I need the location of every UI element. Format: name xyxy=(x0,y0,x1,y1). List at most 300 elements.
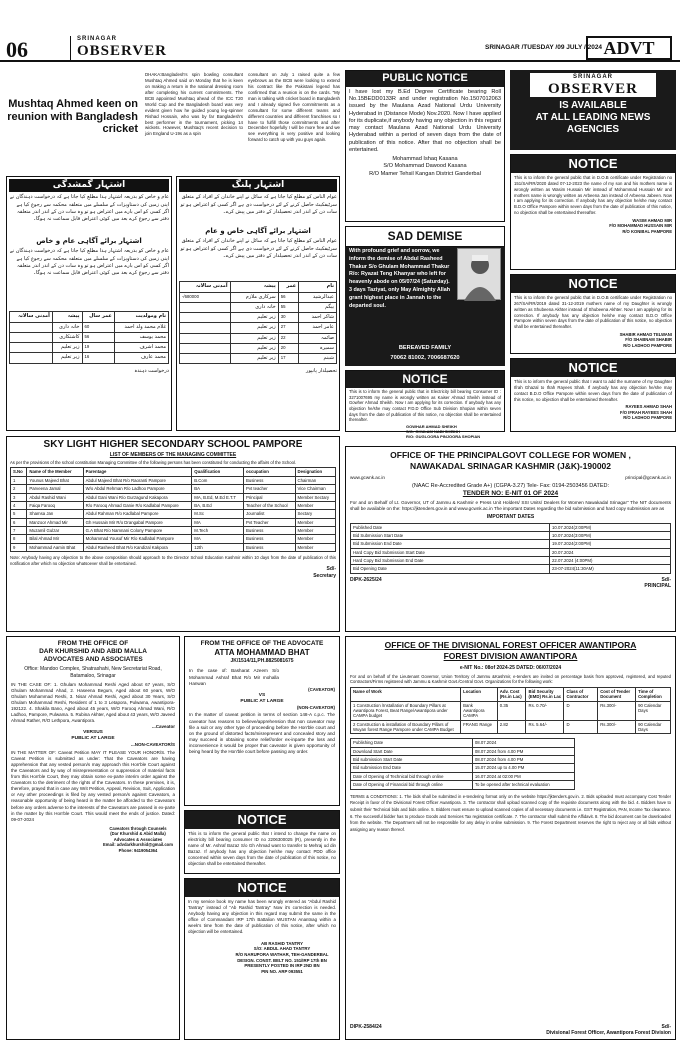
cell: Principal xyxy=(244,493,296,501)
table-row xyxy=(10,343,169,353)
cell: Date of Opening of Technical bid through online xyxy=(351,772,473,780)
section-label: ADVT xyxy=(586,36,672,60)
notice-sig: WASIM AHMAD MIR xyxy=(632,217,672,223)
cell: زیر تعلیم xyxy=(52,343,82,353)
notice-sig: SHABIR AHMAD TELWANI xyxy=(619,332,672,338)
college-sig: PRINCIPAL xyxy=(644,583,671,590)
school-committee xyxy=(6,436,340,632)
cell: Abdul Rashid Wani xyxy=(27,493,83,501)
sad-demise-body: With profound grief and sorrow, we inform the demise of Abdul Rasheed Thakur S/o Ghulam Mohammad Thakur R/o: Ryazat Teng Khanyar who left for heavenly abode on 05/07/24 (Saturday). 3 days Taziyat, only May Almighty Allah grant highest place in Jannah to the departed soul. xyxy=(349,248,451,309)
cell: Rs. 0.70/- xyxy=(526,701,564,720)
table-row xyxy=(11,526,336,534)
urdu-right-footer: تحصیلدار پانپور xyxy=(306,368,337,375)
table-row xyxy=(11,485,336,493)
forest-th: Cost of Tender Document xyxy=(598,687,636,701)
cell: 30 xyxy=(278,313,299,323)
advocate2-non-caveator: (NON-CAVEATOR) xyxy=(296,704,335,710)
table-row xyxy=(11,501,336,509)
masthead xyxy=(70,36,167,60)
cell: Publishing Date xyxy=(351,739,473,747)
notice-title: NOTICE xyxy=(511,155,675,173)
cell: 60 xyxy=(82,322,114,332)
page-header xyxy=(0,0,680,62)
college-sig: Sd/- xyxy=(661,576,671,583)
news-column-1: DHAKA:Bangladesh's spin bowling consultant Mushtaq Ahmed said on Monday that he is keen on making a return in the national dressing room after completing his current commitments. The BCB appointed Mushtaq ahead of the ICC T20 World Cup and the Bangladesh board was very evident given how he guided young leg-spinner Rishad Hossain, who was by far Bangladesh's best performer in the tournament, picking 14 wickets. However, Mushtaq's recent decision to join England U-19s as a spin xyxy=(145,72,243,137)
forest-th: Time of Completion xyxy=(636,687,671,701)
notice-sig: GOWHAR AHMAD SHEIKH xyxy=(406,424,457,430)
public-notice-body: I have lost my B.Ed Degree Certificate bearing Roll No.15BEDD0133R and under registration No.1507012063 issued by the Maulana Azad National Urdu University Hyderabad in (Distance Mode) Nov.2020. Now I have applied for its duplicate,if anybody having any objection in this regard may contact Maulana Azad National Urdu University Hyderabad within a period of seven days from the date of publication of this notice. After that no objection shall be entertained. xyxy=(349,88,501,153)
college-title-2: NAWAKADAL SRINAGAR KASHMIR (J&K)-190002 xyxy=(409,460,612,471)
table-row xyxy=(351,756,575,764)
cell: 1 Construction /Installation of Boundary Pillars at Awantipora Forest, Beat Range/Awantipora under CAMPA budget xyxy=(351,701,461,720)
advocates-public: PUBLIC AT LARGE xyxy=(71,736,115,742)
table-row xyxy=(180,343,337,353)
advocates-sig: Caveators through Counsels xyxy=(109,825,167,831)
notice-sig: PIN NO. ARP 093551 xyxy=(261,968,303,974)
cell: R/o Farooq Ahmad Ganie R/o Kadlabal Pampore xyxy=(83,501,192,509)
advocates-vs: VERSUS xyxy=(83,730,103,736)
observer-promo xyxy=(510,70,676,150)
cell: Manzoor Ahmad Mir xyxy=(27,518,83,526)
promo-line: AGENCIES xyxy=(566,123,620,135)
urdu-right-body-2: عوام الناس کو مطلع کیا جاتا ہے کہ سائل نے اپنے خاندان کے افراد کے متعلق سرٹیفکیٹ حاصل کرنے کے لئے درخواست دی ہے اگر کسی کو اعتراض ہو تو سات دن کے اندر اندر تحصیلدار کے دفتر میں پیش کرے۔ xyxy=(180,238,337,259)
table-row xyxy=(180,354,337,364)
cell: 56 xyxy=(278,292,299,302)
forest-dipk: DIPK-2584/24 xyxy=(350,1023,382,1030)
cell: خانہ داری xyxy=(230,302,278,312)
cell: صائمہ xyxy=(299,333,337,343)
cell: Bank Awantipora CAMPA xyxy=(461,701,498,720)
cell: Rs. 5.64/- xyxy=(526,720,564,734)
forest-title-2: FOREST DIVISION AWANTIPORA xyxy=(443,650,578,661)
cell: Business xyxy=(244,535,296,543)
table-row xyxy=(351,764,575,772)
school-th: Parentage xyxy=(83,468,192,476)
advocates-caveator: ...Caveator xyxy=(151,724,175,730)
cell: Bid submission End Date xyxy=(351,764,473,772)
table-row xyxy=(180,323,337,333)
table-row xyxy=(351,739,575,747)
table-row xyxy=(180,333,337,343)
forest-sig: Sd/- xyxy=(661,1023,671,1030)
cell: Chairman xyxy=(295,476,335,484)
notice-body: This is to inform the general public that in D.O.B certificate under Registration no 267/SA/RR/2019 dated 31-12-2019 mothers name of my Daughter is wrongly written as Shubeena Akhter instead of Shubeena Akhter. Now I am applying for its correction. If anybody has any objection he/she may contact B.D.O Office Pampore within seven days from the date of publication of this notice, no objection shall be entertained thereafter. xyxy=(514,295,672,330)
cell: 12th xyxy=(192,543,244,551)
table-row xyxy=(351,523,671,531)
advocates-sig: (Dar Khurshid & Abid Malla) xyxy=(110,831,166,837)
cell: 680000/- xyxy=(180,292,231,302)
cell: 9 xyxy=(11,543,27,551)
notice-body: This is to inform the general public that I intend to change the name on electricity bill bearing consumer ID no 2206300025 (R), presently in the name of Mr. Ashraf Bazaz S/o Gh Ahmad want to transfer to Mehraj ud din Bazaz. If anybody has any objection he/she may contact PDD office concerned within seven days from the date of publication of this notice, no objection shall be entertained thereafter. xyxy=(188,831,336,866)
bereaved-family: BEREAVED FAMILY xyxy=(398,345,452,352)
forest-th: Adv. Cost (Rs.in Lac) xyxy=(497,687,526,701)
urdu-left-th: پیشہ xyxy=(52,312,82,322)
cell: W/o Abdul Rehman R/o Ladhoo Pampore xyxy=(83,485,192,493)
news-headline: Mushtaq Ahmed keen on reunion with Bangladesh cricket xyxy=(7,98,138,135)
notice-body: This is to inform the general public that in Electricity bill bearing Consumer ID : 3271007695 my name is wrongly written as Kaiser Ahmad Sheikh instead of Gowher Ahmad Sheikh. Now I am applying for its correction. If anybody has any objection he/she may contact P.D.D Office Sub Division Shopian within seven days from the date of publication of this notice, no objection shall be entertained thereafter. xyxy=(349,389,501,423)
urdu-right-title: اشتہار پلنگ xyxy=(179,179,337,192)
cell: 23-07-2024(11:30AM) xyxy=(550,565,671,573)
cell: غلام محمد ولد احمد xyxy=(114,322,168,332)
deceased-photo xyxy=(457,248,501,300)
cell: Mohammad Aamin Bhat xyxy=(27,543,83,551)
cell: شاکر احمد xyxy=(299,313,337,323)
forest-th: Class of Contractor xyxy=(564,687,598,701)
cell: زیر تعلیم xyxy=(52,353,82,363)
cell: Younus Majeed Bhat xyxy=(27,476,83,484)
cell: 16 xyxy=(82,353,114,363)
college-tender xyxy=(345,446,676,632)
cell: To be opened after technical evaluation xyxy=(472,781,574,789)
table-row xyxy=(351,781,575,789)
urdu-left-title: اشتہار گمشدگی xyxy=(9,179,169,192)
promo-line: IS AVAILABLE xyxy=(559,99,627,111)
college-dipk: DIPK-2625/24 xyxy=(350,576,382,583)
forest-title: OFFICE OF THE DIVISIONAL FOREST OFFICER AWANTIPORA xyxy=(384,640,637,650)
cell: Member xyxy=(295,518,335,526)
cell: FRANG Range xyxy=(461,720,498,734)
notice-sig: F/O MOHAMMAD HUSSAIN MIR xyxy=(609,223,672,229)
college-title: OFFICE OF THE PRINCIPALGOVT COLLEGE FOR WOMEN , xyxy=(390,450,631,460)
advocates-address: Office: Mandoo Complex, Shatrashahi, New Secretariat Road, Batamaloo, Srinagar xyxy=(24,666,162,679)
cell: 1 xyxy=(11,476,27,484)
cell xyxy=(180,333,231,343)
cell: Pvt Teacher xyxy=(244,518,296,526)
notice-sig: F/O IFRAH RAYEES SHAH xyxy=(620,409,672,415)
notice-sig: R/O LADHOO PAMPORE xyxy=(623,342,672,348)
college-tender-no: TENDER NO: E-NIT 01 OF 2024 xyxy=(462,489,559,497)
forest-th: Bid Security (EMD) Rs.in Lac xyxy=(526,687,564,701)
promo-logo xyxy=(530,73,656,97)
cell: Bilal Ahmad Mir xyxy=(27,535,83,543)
advocates-caveat xyxy=(6,636,180,1040)
cell: 20.07.2024 xyxy=(550,548,671,556)
school-th: Designation xyxy=(295,468,335,476)
cell: زیر تعلیم xyxy=(230,333,278,343)
cell: 20 xyxy=(278,343,299,353)
cell: Abdul Majeed Bhat R/o Raoranti Pampore xyxy=(83,476,192,484)
cell xyxy=(180,302,231,312)
cell: Teacher of the School xyxy=(244,501,296,509)
cell: Rs.300/- xyxy=(598,720,636,734)
table-row xyxy=(351,540,671,548)
cell: 17 xyxy=(278,354,299,364)
notice-electricity-transfer xyxy=(184,810,340,874)
table-row xyxy=(11,510,336,518)
forest-tender xyxy=(345,636,676,1040)
cell: عامر احمد xyxy=(299,323,337,333)
cell: M.Tech xyxy=(192,526,244,534)
cell: 55 xyxy=(278,302,299,312)
public-notice-title: PUBLIC NOTICE xyxy=(346,71,504,87)
urdu-left-footer: درخواست دہندہ xyxy=(134,367,169,374)
table-row xyxy=(180,302,337,312)
cell xyxy=(10,343,53,353)
table-row xyxy=(351,747,575,755)
cell: محمد اشرف xyxy=(114,343,168,353)
cell: Bid Submission Start Date xyxy=(351,531,550,539)
forest-body: For and on behalf of the Lieutenant Governor, Union Territory of Jammu &Kashmir, e-tenders are invited on percentage basis from approved, registered, and reputed Contractors/Firms registered with Jammu & Kashmir Govt./Central Govt. Organizations for the following work: xyxy=(350,673,671,685)
cell: BA, B.Ed xyxy=(192,501,244,509)
promo-top: SRINAGAR xyxy=(572,74,613,80)
cell: Member xyxy=(295,535,335,543)
table-row xyxy=(351,772,575,780)
cell: 16.07.2024 at 02:00 PM xyxy=(472,772,574,780)
cell: زیر تعلیم xyxy=(230,343,278,353)
notice-electricity xyxy=(345,370,505,440)
advocates-parties: IN THE CASE OF: 1. Ghulam Mohammad Reshi Aged about 67 years, S/O Ghulam Mohammad Ahad, 2. Haseena Begum, Aged about 60 years, W/O Ghulam Mohammad Reshi, 3. Nisar Ahmad Reshi, Aged about 30 Years, S/O Ghulam Mohammad Reshi, Resident of 1 to 3 Letapora, Pulwama, Awantipora-192122. 4. Shakila Bano, Aged about 45 years, W/O Farooq Ahmad Wani, R/O Ladhoo, Pampore, Pulwama. 5. Rubina Akhter, Aged about 43 years, W/O Javeed Ahmad Rather, R/O Lethpora, Awantipora. xyxy=(11,681,175,724)
notice-sig: AB RASHID TANTRY xyxy=(260,940,303,946)
school-title: SKY LIGHT HIGHER SECONDARY SCHOOL PAMPORE xyxy=(43,439,303,450)
cell: 19.07.2024(2:00PM) xyxy=(550,540,671,548)
forest-th: Location xyxy=(461,687,498,701)
masthead-top: SRINAGAR xyxy=(77,36,118,42)
cell: Rs.300/- xyxy=(598,701,636,720)
notice-right-1 xyxy=(510,154,676,270)
notice-body: This is to inform the general public that I want to add the surname of my Daughter Ifrah Ghazal to Ifrah Rayees Shah. If anybody has any objection he/she may contact B.D.O Office Pampore within seven days from the date of publication of this notice, no objection shall be entertained thereafter. xyxy=(514,379,672,402)
cell xyxy=(10,353,53,363)
cell: 27 xyxy=(278,323,299,333)
public-notice-sig: S/O Mohammad Dawood Kasana xyxy=(383,163,467,170)
masthead-name: OBSERVER xyxy=(77,42,167,59)
urdu-left-heading: اشتہار برائے آگاہی عام و خاص xyxy=(36,237,142,246)
dateline: SRINAGAR /TUESDAY /09 JULY / 2024 xyxy=(485,44,603,51)
forest-th: Name of Work xyxy=(351,687,461,701)
cell: B.Com xyxy=(192,476,244,484)
urdu-left-body: عام و خاص کو بذریعہ اشتہار ہذا مطلع کیا جاتا ہے کہ درخواست دہندگان نے اپنی زمین کی دستاویزات کے سلسلے میں متعلقہ محکمہ سے رجوع کیا ہے اگر کسی کو اس بارے میں اعتراض ہو تو وہ سات دن کے اندر اندر متعلقہ دفتر سے رجوع کرے بعد میں کوئی اعتراض قابل سماعت نہ ہوگا۔ xyxy=(9,194,169,222)
cell: Bid submission Start Date xyxy=(351,756,473,764)
notice-sig: S/O: GHULAM NABI SHEIKH xyxy=(406,429,460,435)
college-website: www.gcwnk.ac.in xyxy=(350,475,385,481)
cell: Gh Hussain Mir R/o Drangabal Pampore xyxy=(83,518,192,526)
notice-title: NOTICE xyxy=(185,811,339,829)
notice-sig: R/O: GUGLOORA PINJOORA SHOPIAN xyxy=(406,434,481,440)
urdu-right-th: آمدنی سالانہ xyxy=(180,282,231,292)
promo-line: AT ALL LEADING NEWS xyxy=(535,111,651,123)
school-th: Qualification xyxy=(192,468,244,476)
cell xyxy=(180,313,231,323)
notice-sig: R/O KONIBAL PAMPORE xyxy=(622,228,672,234)
notice-sig: S/O: ABDUL AHAD TANTRY xyxy=(253,946,311,952)
college-dates-table xyxy=(350,523,671,574)
cell: D xyxy=(564,720,598,734)
table-row xyxy=(351,565,671,573)
school-sig: Sd/- xyxy=(326,566,336,573)
cell: 8 xyxy=(11,535,27,543)
cell: Shamsa Jan xyxy=(27,510,83,518)
school-th: Name of the Member xyxy=(27,468,83,476)
cell: Hard Copy Bid Submission End Date xyxy=(351,557,550,565)
cell: 90 Calendar Days xyxy=(636,701,671,720)
notice-title: NOTICE xyxy=(185,879,339,897)
advocate2-vs: VS xyxy=(258,692,266,698)
notice-sig: R/O LADHOO PAMPORE xyxy=(623,415,672,421)
cell: Journalist xyxy=(244,510,296,518)
advocates-sig: Email: advdarkhurshid@gmail.com xyxy=(103,842,173,848)
notice-title: NOTICE xyxy=(346,371,504,388)
cell: زیر تعلیم xyxy=(230,354,278,364)
table-row xyxy=(10,353,169,363)
urdu-left-th: نام ومولدیت xyxy=(114,312,168,322)
notice-title: NOTICE xyxy=(511,275,675,293)
table-row xyxy=(10,322,169,332)
urdu-left-body-2: عام و خاص کو بذریعہ اشتہار ہذا مطلع کیا جاتا ہے کہ درخواست دہندگان نے اپنی زمین کی دستاویزات کے سلسلے میں متعلقہ محکمہ سے رجوع کیا ہے اگر کسی کو اس بارے میں اعتراض ہو تو وہ سات دن کے اندر اندر متعلقہ دفتر سے رجوع کرے بعد میں کوئی اعتراض قابل سماعت نہ ہوگا۔ xyxy=(9,248,169,277)
cell: Vice Chairman xyxy=(295,485,335,493)
table-row xyxy=(11,476,336,484)
advocates-h1: FROM THE OFFICE OF xyxy=(57,640,129,647)
cell: 2 Construction & installation of Boundary Pillars of Wuyan forest Range Pampore under CAMPA Budget xyxy=(351,720,461,734)
promo-name: OBSERVER xyxy=(548,80,638,97)
urdu-notice-left xyxy=(6,176,172,431)
cell: محمد عارف xyxy=(114,353,168,363)
cell: شبنم xyxy=(299,354,337,364)
forest-works-table xyxy=(350,687,671,735)
urdu-notice-right xyxy=(176,176,340,431)
cell: Abdul Gani Wani R/o Gurzagund Kakapora xyxy=(83,493,192,501)
college-email: principal@gcwnk.ac.in xyxy=(625,475,671,481)
advocates-h2: DAR KHURSHID AND ABID MALLA xyxy=(39,648,147,656)
cell: MA xyxy=(192,535,244,543)
table-row xyxy=(11,518,336,526)
advocates-sig: Phone: 9419054364 xyxy=(118,847,158,853)
cell: Hard Copy Bid Submission Start Date xyxy=(351,548,550,556)
college-important-dates: IMPORTANT DATES xyxy=(486,514,535,521)
cell xyxy=(180,323,231,333)
college-naac: (NAAC Re-Accredited Grade A+) (CGPA-3.27) Tele- Fax: 0194-2503456 DATED: xyxy=(411,482,609,489)
table-row xyxy=(351,720,671,734)
cell: Muzamil Gulzar xyxy=(27,526,83,534)
table-row xyxy=(351,548,671,556)
notice-sig: R/O NARUPORA WATHAR, TEH-GANDERBAL xyxy=(235,952,329,958)
advocate2-h2: ATTA MOHAMMAD BHAT xyxy=(214,648,310,658)
notice-sig: RAYEES AHMAD SHAH xyxy=(625,404,672,410)
cell xyxy=(180,343,231,353)
public-notice xyxy=(345,70,505,222)
page-number: 06 xyxy=(6,37,28,62)
cell: Published Date xyxy=(351,523,550,531)
table-row xyxy=(351,531,671,539)
cell: 10.07.2024(3:00PM) xyxy=(550,531,671,539)
cell: 90 Calendar Days xyxy=(636,720,671,734)
table-row xyxy=(180,313,337,323)
cell: 6 xyxy=(11,518,27,526)
cell: Member xyxy=(295,543,335,551)
cell: 08.07.2024 from 4.00 PM xyxy=(472,756,574,764)
public-notice-sig: R/O Mamer Tehsil Kangan District Ganderbal xyxy=(369,170,481,177)
cell: Parveena Jamal xyxy=(27,485,83,493)
cell: Business xyxy=(244,543,296,551)
cell: 08.07.2024 xyxy=(472,739,574,747)
cell: Date of Opening of Financial bid through online xyxy=(351,781,473,789)
table-row xyxy=(351,701,671,720)
cell: G.A Bhat R/o Namnani Colony Pampore xyxy=(83,526,192,534)
urdu-left-table xyxy=(9,311,169,363)
notice-body: This is to inform the general public that in D.O.B certificate under Registration no 151/SA/RR/2020 dated 07-12-2023 the name of my son and his mothers name is wrongly written as Wasim Hussain Mir instead of Mohammad Hussain Mir and mothers name is wrongly written as Arbeena Jan instead of Arbeena Jabeen. Now I am applying for its correction. If anybody has any objection he/she may contact B.D.O Office Pampore within seven days from the date of publication of this notice, no objection shall be entertained thereafter. xyxy=(514,175,672,216)
cell: MA, B.Ed, M.Ed E.T.T xyxy=(192,493,244,501)
notice-sig: PRESENTLY POSTED IN IRP 2ND BN xyxy=(244,963,320,969)
school-th: occupation xyxy=(244,468,296,476)
cell: D xyxy=(564,701,598,720)
cell: 2.82 xyxy=(497,720,526,734)
sad-demise-title: SAD DEMISE xyxy=(345,226,505,247)
school-th: S.No xyxy=(11,468,27,476)
cell: 4 xyxy=(11,501,27,509)
urdu-right-body: عوام الناس کو مطلع کیا جاتا ہے کہ سائل نے اپنے خاندان کے افراد کے متعلق سرٹیفکیٹ حاصل کرنے کے لئے درخواست دی ہے اگر کسی کو اعتراض ہو تو سات دن کے اندر اندر تحصیلدار کے دفتر میں پیش کرے۔ xyxy=(180,194,337,215)
cell: Faiqa Farooq xyxy=(27,501,83,509)
cell: Member xyxy=(295,526,335,534)
cell: 0.35 xyxy=(497,701,526,720)
cell: M.Sc xyxy=(192,510,244,518)
cell: MA xyxy=(192,518,244,526)
cell: بیگم xyxy=(299,302,337,312)
advocate-atta-caveat xyxy=(184,636,340,806)
school-sig: Secretary xyxy=(313,572,336,579)
cell: سرکاری ملازم xyxy=(230,292,278,302)
cell: 19 xyxy=(82,343,114,353)
cell: 10.07.2024(2:00PM) xyxy=(550,523,671,531)
table-row xyxy=(351,557,671,565)
advocates-non-caveator: ...NON-CAVEATOR/S xyxy=(130,742,175,748)
table-row xyxy=(11,493,336,501)
cell: Abdul Rahman R/o Kadlabal Pampore xyxy=(83,510,192,518)
cell: 56 xyxy=(82,332,114,342)
cell: 5 xyxy=(11,510,27,518)
cell: سمیرہ xyxy=(299,343,337,353)
urdu-left-th: عمر سال xyxy=(82,312,114,322)
notice-service-book xyxy=(184,878,340,1040)
cell: Business xyxy=(244,526,296,534)
urdu-right-th: نام xyxy=(299,282,337,292)
advocate2-public: PUBLIC AT LARGE xyxy=(240,698,284,704)
notice-sig: DESIGN. CONST. BELT NO. 151/IRP 17th BN xyxy=(237,957,327,963)
cell: 22.07.2024 (4:00PM) xyxy=(550,557,671,565)
urdu-right-th: پیشہ xyxy=(230,282,278,292)
urdu-right-th: عمر xyxy=(278,282,299,292)
advocate2-h1: FROM THE OFFICE OF THE ADVOCATE xyxy=(200,640,324,647)
forest-nit: e-NIT No.: 08of 2024-25 DATED: 06/07/2024 xyxy=(459,665,562,672)
school-note: Note: Anybody having any objection to the above composition should approach to the Director School Education Kashmir within 10 days from the date of publication of this notification after which no objection whatsoever shall be entertained. xyxy=(10,555,336,566)
notice-body: In my service book my name has been wrongly entered as "Abdul Rashid Tantray" instead of "Ab Rashid Tantray" Now it's correction is needed. Anybody having any objection in this regard may submit the same in the office of Commandant IRP 17th Battalion WUSTAN Anantnag within a week's time from the date of publication of this notice, after which no objection will be entertained. xyxy=(188,899,336,934)
cell xyxy=(180,354,231,364)
cell: 08.07.2024 from 4.00 PM xyxy=(472,747,574,755)
cell: خانہ داری xyxy=(52,322,82,332)
cell: کاشتکاری xyxy=(52,332,82,342)
cell: Bid Opening Date xyxy=(351,565,550,573)
notice-sig: F/O SHABNAM SHABIR xyxy=(625,337,672,343)
cell: 22 xyxy=(278,333,299,343)
forest-dates-table xyxy=(350,738,575,789)
bereaved-phones: 70062 81002, 7006687620 xyxy=(390,354,460,361)
cell: BA xyxy=(192,485,244,493)
urdu-left-th: آمدنی سالانہ xyxy=(10,312,53,322)
cell: 2 xyxy=(11,485,27,493)
advocates-sig: Advocates & Associates xyxy=(113,836,163,842)
table-row xyxy=(11,535,336,543)
advocate2-parties: In the case of: Basharat Azeem S/o Mohammad Ashraf Bhat R/o Mir mohalla Hanwan xyxy=(189,668,279,686)
cell: Sectary xyxy=(295,510,335,518)
news-column-2: consultant on July 1 raised quite a few eyebrows as the BCB were looking to extend his contract like the Pakistani legend has confirmed that a reunion is on the cards. "My man is talking with cricket board in Bangladesh and I already signed five commitments as a consultant for some different teams and different countries and different franchises so I have to fulfill those commitments and after December hopefully I will be more free and we see everything is very positive and looking forward to catch up with you guys again. xyxy=(248,72,340,143)
forest-sig: Divisional Forest Officer, Awantipora Forest Division xyxy=(546,1029,671,1036)
table-row xyxy=(180,292,337,302)
cell: Bid Submission End Date xyxy=(351,540,550,548)
cell: Pvt teacher xyxy=(244,485,296,493)
advocate2-h3: JK/1514/11,PH.8825081675 xyxy=(230,658,294,665)
cell: Business xyxy=(244,476,296,484)
notice-right-2 xyxy=(510,274,676,354)
cell: زیر تعلیم xyxy=(230,323,278,333)
notice-right-3 xyxy=(510,358,676,432)
cell: 7 xyxy=(11,526,27,534)
